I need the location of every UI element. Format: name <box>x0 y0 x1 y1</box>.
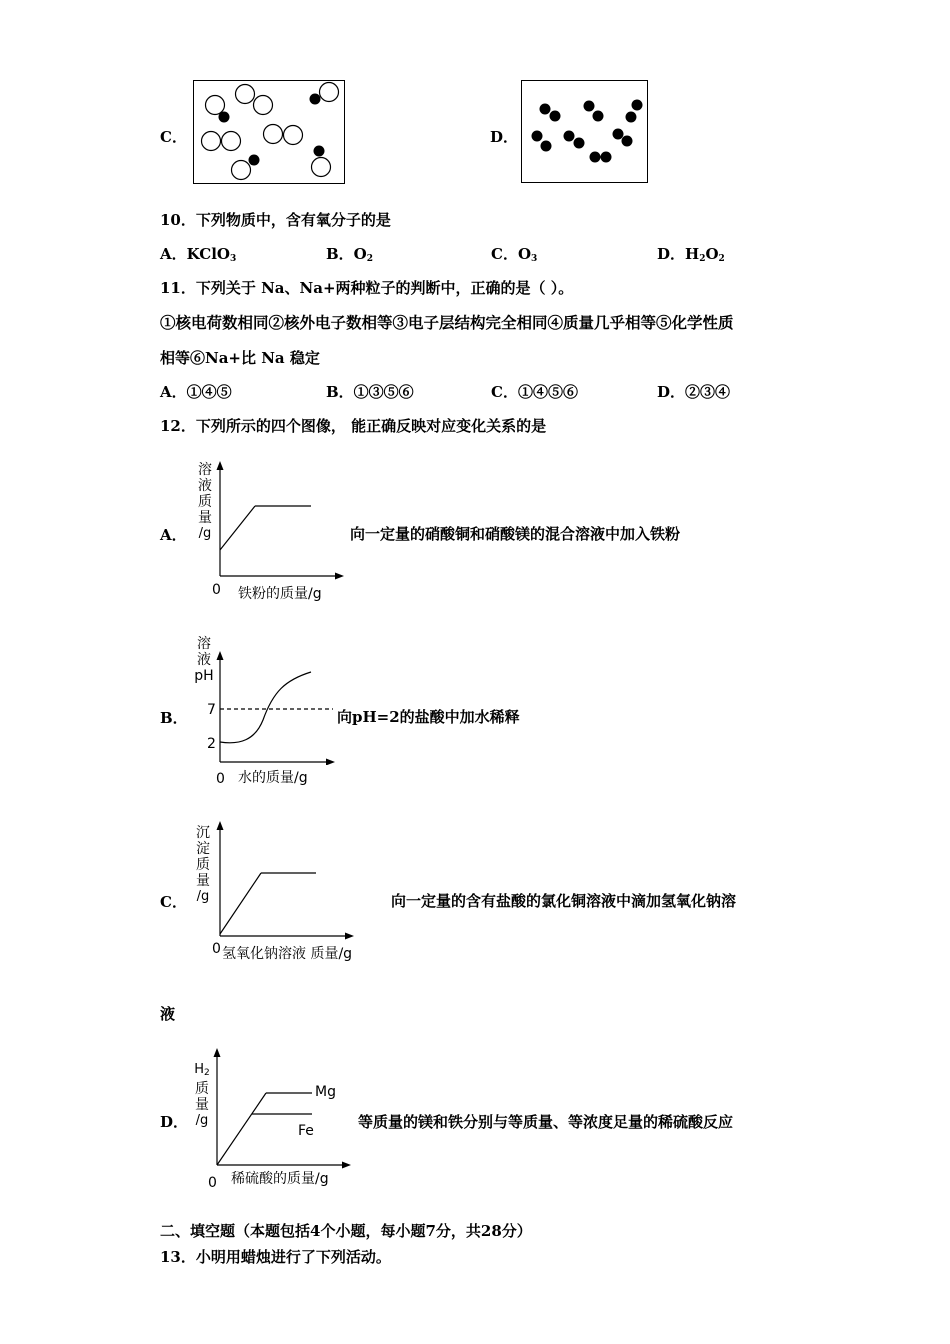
q12-c-description: 向一定量的含有盐酸的氯化铜溶液中滴加氢氧化钠溶 <box>391 892 737 910</box>
q12-b-label: B． <box>160 709 188 727</box>
q12-a-label: A． <box>160 526 187 544</box>
q12-c-xlabel: 氢氧化钠溶液 质量/g <box>222 946 353 962</box>
q12-c-graph <box>215 820 355 940</box>
q10-option-c: C．$O_3$ <box>491 245 538 264</box>
q12-b-tick-2: 2 <box>207 736 216 752</box>
q11-statements-line1: ①核电荷数相同②核外电子数相等③电子层结构完全相同④质量几乎相等⑤化学性质 <box>160 313 734 332</box>
q12-c-label: C． <box>160 893 187 911</box>
q9-option-d-label: D． <box>490 128 519 146</box>
q12-d-fe-label: Fe <box>298 1123 314 1139</box>
section2-title: 二、填空题（本题包括4个小题，每小题7分，共28分） <box>160 1222 532 1240</box>
q12-a-y-arrow <box>217 461 224 470</box>
q12-d-mg-label: Mg <box>315 1084 336 1100</box>
q10-option-a: A．KClO$_3$ <box>160 245 237 264</box>
q10-option-b: B．$O_2$ <box>326 245 374 264</box>
q12-d-y-arrow <box>214 1048 221 1057</box>
q11-option-b: B．①③⑤⑥ <box>326 383 414 401</box>
q12-b-description: 向pH=2的盐酸中加水稀释 <box>337 708 520 726</box>
q13-stem: 13．小明用蜡烛进行了下列活动。 <box>160 1248 391 1266</box>
q12-a-origin: 0 <box>212 582 221 598</box>
q11-statements-line2: 相等⑥Na+比 Na 稳定 <box>160 349 320 367</box>
q10-stem: 10．下列物质中，含有氧分子的是 <box>160 211 391 229</box>
q12-b-xlabel: 水的质量/g <box>238 770 308 786</box>
q12-c-origin: 0 <box>212 941 221 957</box>
q12-b-x-arrow <box>326 759 335 766</box>
q12-d-description: 等质量的镁和铁分别与等质量、等浓度足量的稀硫酸反应 <box>358 1113 734 1131</box>
q12-c-curve-rise <box>220 873 261 934</box>
q12-d-graph <box>212 1047 352 1169</box>
q11-stem: 11．下列关于 Na、Na+两种粒子的判断中，正确的是（ ）。 <box>160 279 574 297</box>
q11-option-a: A．①④⑤ <box>160 383 232 401</box>
q12-c-description-continued: 液 <box>160 1005 176 1023</box>
q9-option-c-label: C． <box>160 128 187 146</box>
q12-a-x-arrow <box>335 573 344 580</box>
q12-stem: 12．下列所示的四个图像， 能正确反映对应变化关系的是 <box>160 417 547 435</box>
q12-a-xlabel: 铁粉的质量/g <box>238 586 322 602</box>
q12-d-mg-rise <box>217 1093 266 1165</box>
q12-b-tick-7: 7 <box>207 702 216 718</box>
q12-b-y-arrow <box>217 651 224 660</box>
q12-a-curve-rise <box>220 506 255 550</box>
q9-option-c-diagram <box>193 80 345 184</box>
q12-d-x-arrow <box>342 1162 351 1169</box>
q11-option-c: C．①④⑤⑥ <box>491 383 578 401</box>
q12-a-graph <box>215 460 345 580</box>
q12-c-x-arrow <box>345 933 354 940</box>
q12-c-ylabel: 沉 淀 质 量 /g <box>196 825 210 904</box>
q12-a-ylabel: 溶 液 质 量 /g <box>198 462 212 541</box>
q12-b-origin: 0 <box>216 771 225 787</box>
q11-option-d: D．②③④ <box>657 383 731 401</box>
q12-d-ylabel: $H_2$ 质 量 /g <box>194 1062 210 1128</box>
q12-d-xlabel: 稀硫酸的质量/g <box>231 1171 329 1187</box>
q12-b-graph <box>215 650 335 765</box>
q9-option-d-diagram <box>521 80 649 184</box>
q12-b-curve <box>220 672 311 743</box>
q12-d-label: D． <box>160 1113 189 1131</box>
q12-a-description: 向一定量的硝酸铜和硝酸镁的混合溶液中加入铁粉 <box>350 525 681 543</box>
q12-c-y-arrow <box>217 821 224 830</box>
q10-option-d: D．$H_2O_2$ <box>657 245 725 264</box>
q12-d-origin: 0 <box>208 1175 217 1191</box>
q12-b-ylabel: 溶 液 pH <box>194 636 214 684</box>
